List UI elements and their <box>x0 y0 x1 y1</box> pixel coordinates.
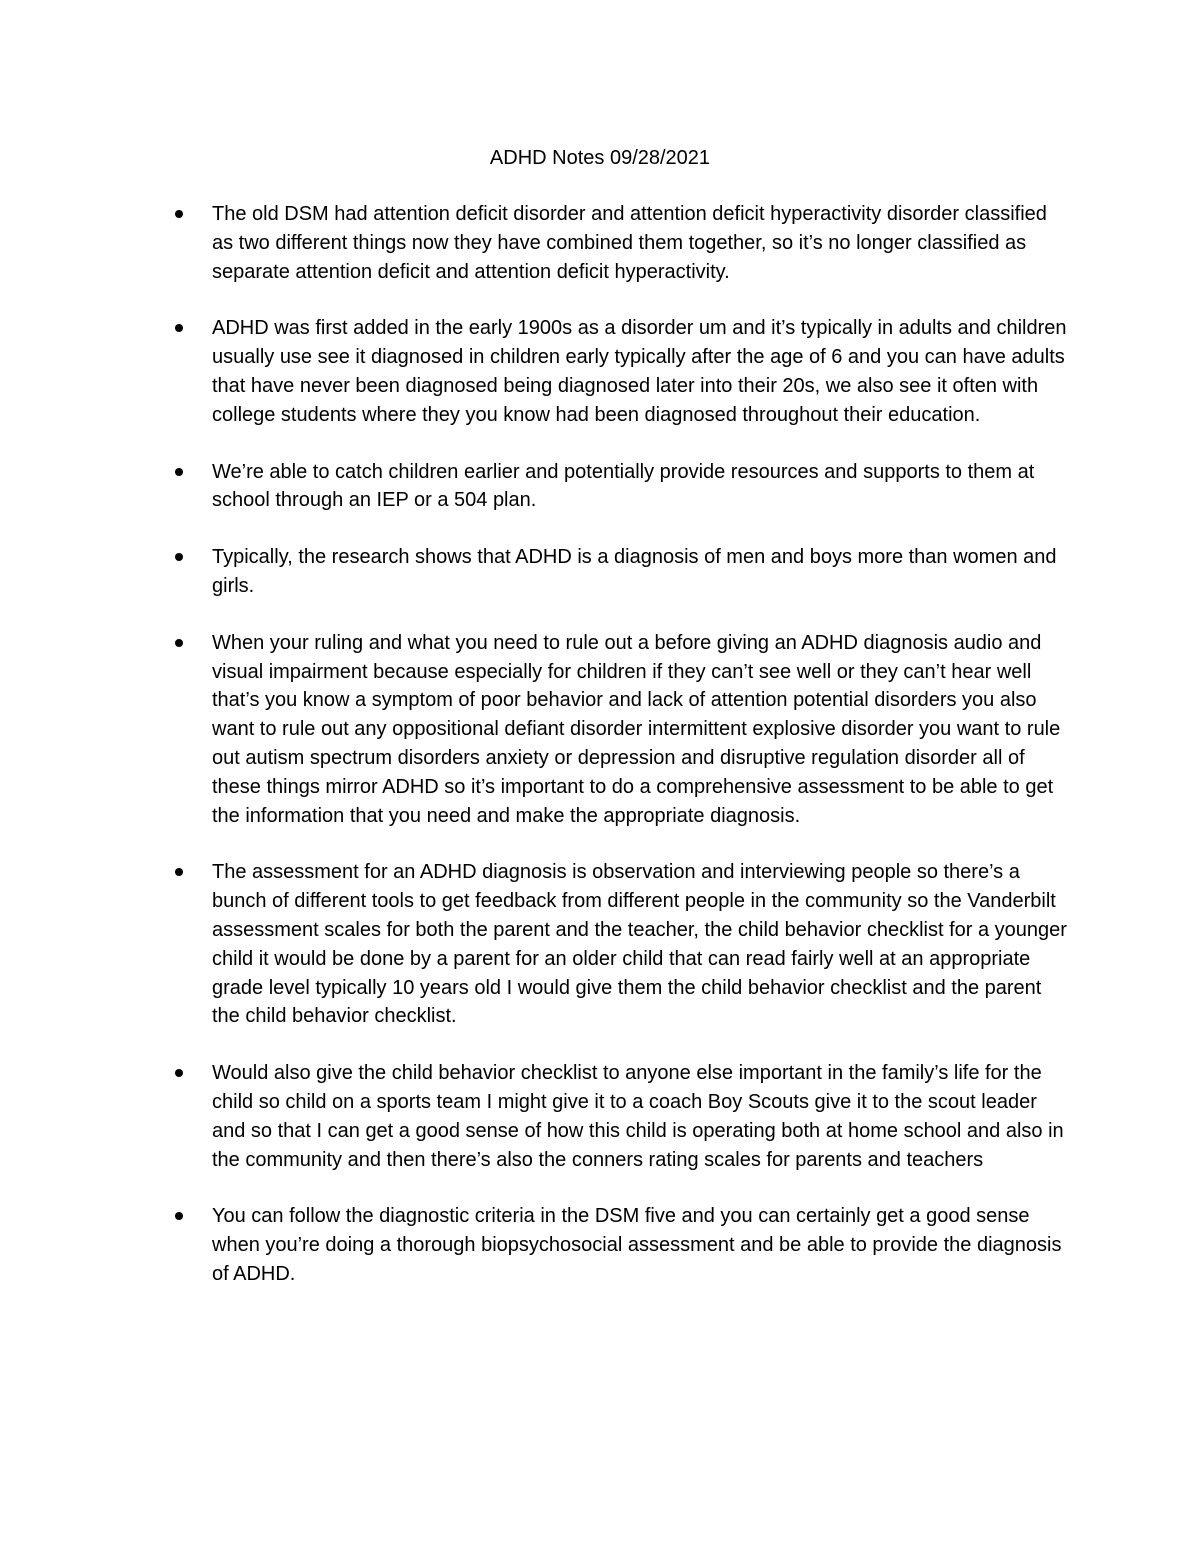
bullet-icon <box>175 868 183 876</box>
list-item <box>0 543 1200 601</box>
bullet-icon <box>175 324 183 332</box>
bullet-icon <box>175 639 183 647</box>
note-text: You can follow the diagnostic criteria in the DSM five and you can certainly get a good sense when you’re doing a thorough biopsychosocial assessment and be able to provide the diagnosis of ADHD. <box>212 1205 1062 1285</box>
bullet-icon <box>175 1212 183 1220</box>
document-title: ADHD Notes 09/28/2021 <box>489 147 711 169</box>
note-text: The assessment for an ADHD diagnosis is observation and interviewing people so there’s a bunch of different tools to get feedback from different people in the community so the Vanderbilt assessment scales for both the parent and the teacher, the child behavior checklist for a younger child it would be done by a parent for an older child that can read fairly well at an appropriate grade level typically 10 years old I would give them the child behavior checklist and the parent the child behavior checklist. <box>212 861 1067 1028</box>
note-text: Would also give the child behavior checklist to anyone else important in the family’s life for the child so child on a sports team I might give it to a coach Boy Scouts give it to the scout leader and so that I can get a good sense of how this child is operating both at home school and also in the community and then there’s also the conners rating scales for parents and teachers <box>212 1062 1064 1171</box>
bullet-icon <box>175 1069 183 1077</box>
note-text: We’re able to catch children earlier and potentially provide resources and supports to them at school through an IEP or a 504 plan. <box>212 460 1035 512</box>
bullet-icon <box>175 210 183 218</box>
list-item <box>0 1059 1200 1174</box>
list-item <box>0 200 1200 286</box>
list-item <box>0 858 1200 1031</box>
list-item <box>0 629 1200 831</box>
bullet-icon <box>175 553 183 561</box>
note-text: When your ruling and what you need to rule out a before giving an ADHD diagnosis audio and visual impairment because especially for children if they can’t see well or they can’t hear well that’s you know a symptom of poor behavior and lack of attention potential disorders you also want to rule out any oppositional defiant disorder intermittent explosive disorder you want to rule out autism spectrum disorders anxiety or depression and disruptive regulation disorder all of these things mirror ADHD so it’s important to do a comprehensive assessment to be able to get the information that you need and make the appropriate diagnosis. <box>212 631 1061 827</box>
list-item <box>0 458 1200 516</box>
notes-bullet-list <box>0 200 1200 1317</box>
note-text: ADHD was first added in the early 1900s as a disorder um and it’s typically in adults and children usually use see it diagnosed in children early typically after the age of 6 and you can have adults that have never been diagnosed being diagnosed later into their 20s, we also see it often with college students where they you know had been diagnosed throughout their education. <box>212 317 1067 426</box>
note-text: Typically, the research shows that ADHD is a diagnosis of men and boys more than women and girls. <box>212 546 1057 597</box>
note-text: The old DSM had attention deficit disorder and attention deficit hyperactivity disorder classified as two different things now they have combined them together, so it’s no longer classified as separate attention deficit and attention deficit hyperactivity. <box>212 203 1047 283</box>
bullet-icon <box>175 468 183 476</box>
list-item <box>0 1202 1200 1288</box>
list-item <box>0 314 1200 429</box>
